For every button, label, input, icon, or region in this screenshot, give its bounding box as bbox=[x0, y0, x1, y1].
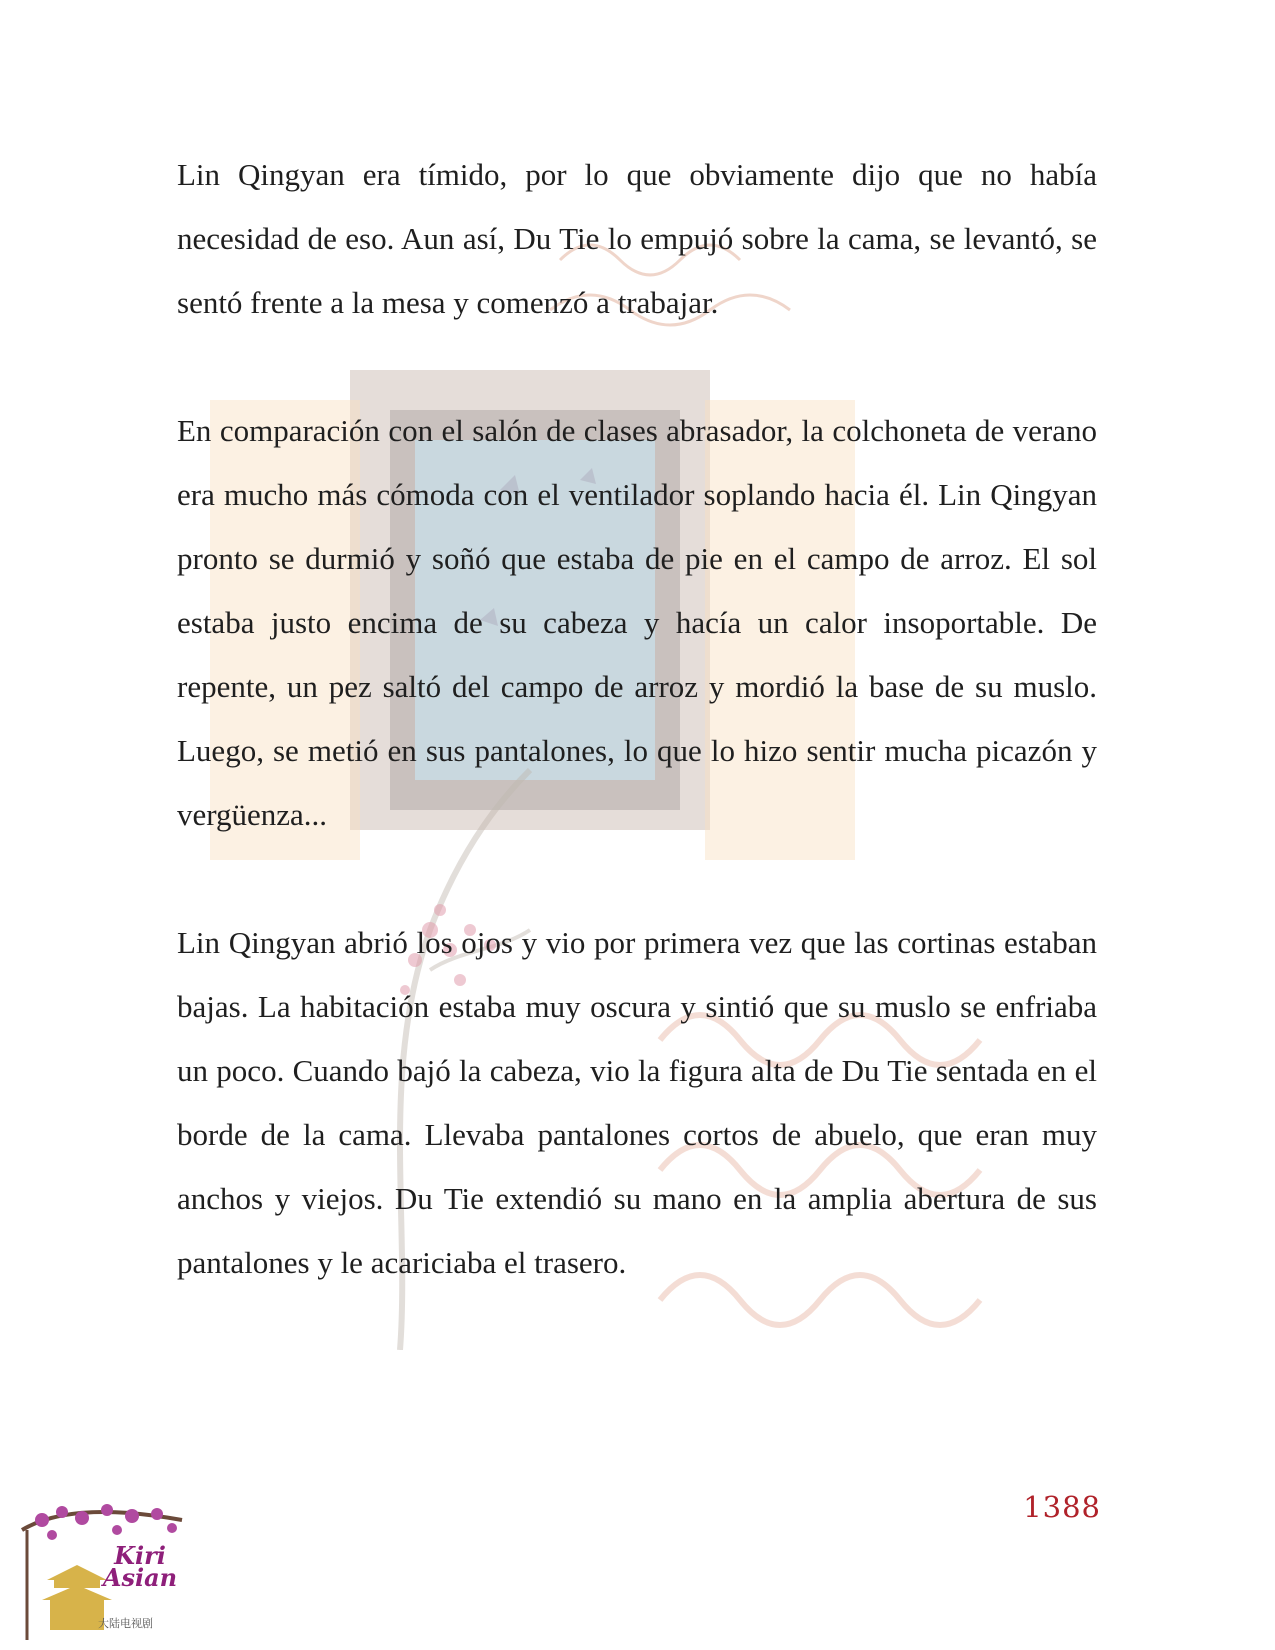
logo-name-line1: Kiri bbox=[114, 1541, 166, 1570]
logo-name bbox=[90, 1541, 190, 1592]
page-number: 1388 bbox=[1023, 1490, 1101, 1524]
paragraph: En comparación con el salón de clases abrasador, la colchoneta de verano era mucho más cómoda con el ventilador soplando hacia él. Lin Qingyan pronto se durmió y soñó que estaba de pie en el campo de arroz. El sol estaba justo encima de su cabeza y hacía un calor insoportable. De repente, un pez saltó del campo de arroz y mordió la base de su muslo. Luego, se metió en sus pantalones, lo que lo hizo sentir mucha picazón y vergüenza... bbox=[177, 413, 1097, 832]
paragraph: Lin Qingyan abrió los ojos y vio por primera vez que las cortinas estaban bajas. La habitación estaba muy oscura y sintió que su muslo se enfriaba un poco. Cuando bajó la cabeza, vio la figura alta de Du Tie sentada en el borde de la cama. Llevaba pantalones cortos de abuelo, que eran muy anchos y viejos. Du Tie extendió su mano en la amplia abertura de sus pantalones y le acariciaba el trasero. bbox=[177, 925, 1097, 1280]
body-text bbox=[177, 143, 1097, 1295]
paragraph: Lin Qingyan era tímido, por lo que obviamente dijo que no había necesidad de eso. Aun así, Du Tie lo empujó sobre la cama, se levantó, se sentó frente a la mesa y comenzó a trabajar. bbox=[177, 157, 1097, 320]
logo-name-line2: Asian bbox=[102, 1563, 178, 1592]
logo-subtitle: 大陆电视剧 bbox=[98, 1617, 153, 1630]
